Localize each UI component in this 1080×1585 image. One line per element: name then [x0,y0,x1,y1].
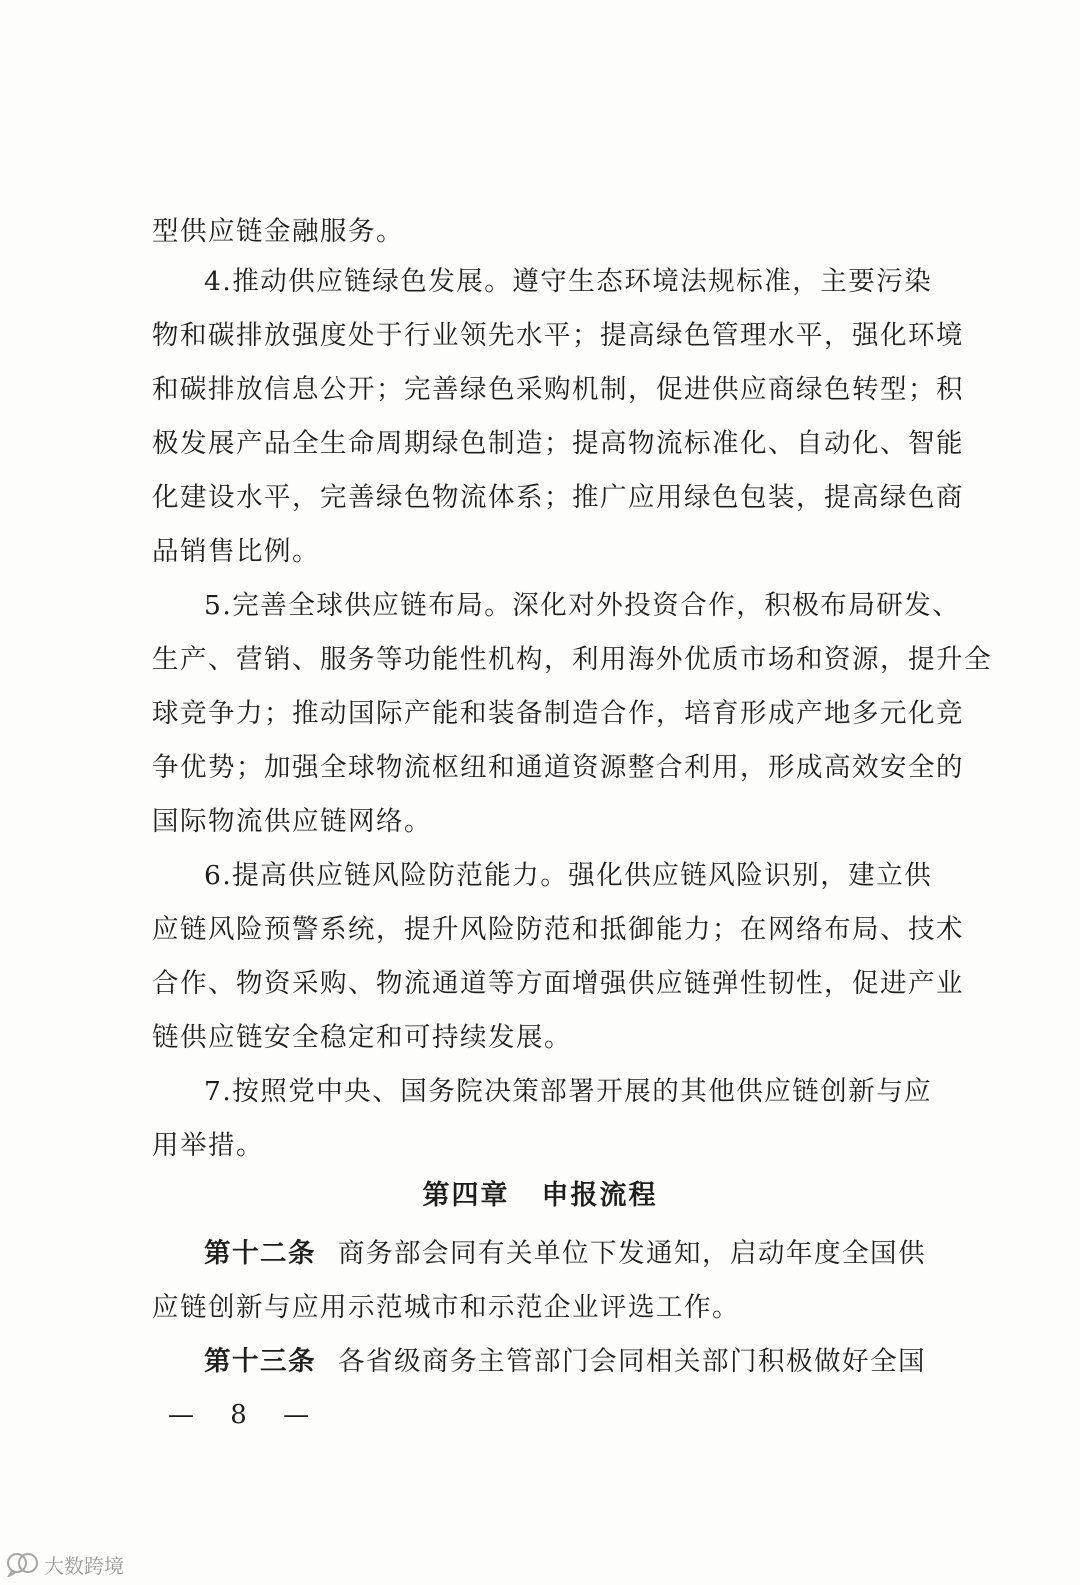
text-line: 应链风险预警系统，提升风险防范和抵御能力；在网络布局、技术 [152,914,964,945]
text-line: 7.按照党中央、国务院决策部署开展的其他供应链创新与应 [204,1076,933,1107]
text-line: 极发展产品全生命周期绿色制造；提高物流标准化、自动化、智能 [152,428,964,459]
watermark [6,1548,124,1580]
text-line: 合作、物资采购、物流通道等方面增强供应链弹性韧性，促进产业 [152,968,964,999]
text-line: 球竞争力；推动国际产能和装备制造合作，培育形成产地多元化竞 [152,698,964,729]
article-13-head: 第十三条 [204,1346,316,1377]
watermark-text: 大数跨境 [44,1553,124,1578]
text-line: 生产、营销、服务等功能性机构，利用海外优质市场和资源，提升全 [152,644,992,675]
article-12-head: 第十二条 [204,1238,316,1269]
page-number: — 8 — [168,1400,324,1430]
text-line: 用举措。 [152,1130,264,1161]
chapter-title: 申报流程 [541,1180,658,1211]
text-line: 应链创新与应用示范城市和示范企业评选工作。 [152,1292,740,1323]
article-13 [204,1342,926,1382]
text-line: 和碳排放信息公开；完善绿色采购机制，促进供应商绿色转型；积 [152,374,964,405]
text-line: 物和碳排放强度处于行业领先水平；提高绿色管理水平，强化环境 [152,320,964,351]
chapter-heading [0,1176,1080,1216]
chat-bubble-logo-icon [6,1551,40,1577]
text-line: 商务部会同有关单位下发通知，启动年度全国供 [338,1238,926,1269]
text-line: 5.完善全球供应链布局。深化对外投资合作，积极布局研发、 [204,590,961,621]
text-line: 国际物流供应链网络。 [152,806,432,837]
text-line: 品销售比例。 [152,536,320,567]
text-line: 化建设水平，完善绿色物流体系；推广应用绿色包装，提高绿色商 [152,482,964,513]
text-line: 型供应链金融服务。 [152,216,404,247]
text-line: 链供应链安全稳定和可持续发展。 [152,1022,572,1053]
article-12 [204,1234,926,1274]
text-line: 各省级商务主管部门会同相关部门积极做好全国 [338,1346,926,1377]
text-line: 争优势；加强全球物流枢纽和通道资源整合利用，形成高效安全的 [152,752,964,783]
text-line: 4.推动供应链绿色发展。遵守生态环境法规标准，主要污染 [204,266,933,297]
chapter-number: 第四章 [422,1180,510,1211]
text-line: 6.提高供应链风险防范能力。强化供应链风险识别，建立供 [204,860,933,891]
